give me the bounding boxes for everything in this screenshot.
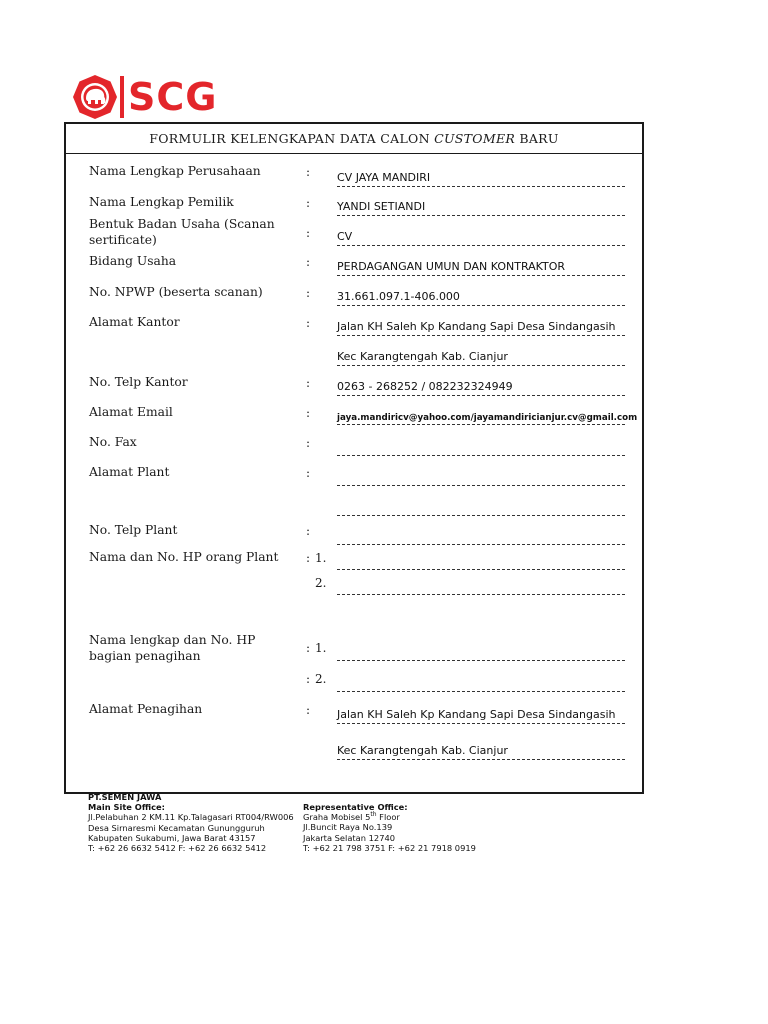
colon: : — [306, 641, 311, 655]
field-line — [337, 455, 625, 456]
field-line — [337, 594, 625, 595]
footer-address-line: Kabupaten Sukabumi, Jawa Barat 43157 — [88, 832, 256, 843]
label-email: Alamat Email — [89, 405, 173, 419]
value-alamat-penagihan-line1[interactable]: Jalan KH Saleh Kp Kandang Sapi Desa Sindangasih — [337, 708, 616, 721]
logo-divider — [120, 76, 124, 118]
footer-address-line: Desa Sirnaresmi Kecamatan Gunungguruh — [88, 822, 265, 833]
footer-rep-title: Representative Office: — [303, 802, 408, 812]
label-alamat-plant: Alamat Plant — [89, 465, 170, 479]
field-line — [337, 569, 625, 570]
logo-wordmark: SCG — [128, 75, 218, 119]
field-line — [337, 275, 625, 276]
label-npwp: No. NPWP (beserta scanan) — [89, 285, 263, 299]
footer-rep-office — [303, 802, 476, 853]
label-telp-kantor: No. Telp Kantor — [89, 375, 188, 389]
elephant-emblem-icon — [72, 74, 118, 120]
colon: : — [306, 466, 311, 480]
label-fax: No. Fax — [89, 435, 137, 449]
label-alamat-penagihan: Alamat Penagihan — [89, 702, 203, 716]
label-telp-plant: No. Telp Plant — [89, 523, 178, 537]
colon: : — [306, 255, 311, 269]
field-line — [337, 723, 625, 724]
footer-address-line: Jl.Pelabuhan 2 KM.11 Kp.Talagasari RT004/RW006 — [88, 812, 294, 823]
field-line — [337, 215, 625, 216]
colon: : — [306, 672, 311, 686]
footer-address-line: Graha Mobisel 5th Floor — [303, 811, 400, 823]
field-line — [337, 424, 625, 425]
footer-address-line: Jl.Buncit Raya No.139 — [303, 822, 393, 833]
value-nama-pemilik[interactable]: YANDI SETIANDI — [337, 200, 426, 213]
label-hp-plant: Nama dan No. HP orang Plant — [89, 550, 279, 564]
footer-phone-line: T: +62 26 6632 5412 F: +62 26 6632 5412 — [88, 843, 267, 854]
colon: : — [306, 524, 311, 538]
item-number: 2. — [315, 576, 327, 590]
label-bidang-usaha: Bidang Usaha — [89, 254, 177, 268]
colon: : — [306, 196, 311, 210]
footer-company: PT.SEMEN JAWA — [88, 792, 162, 802]
colon: : — [306, 551, 311, 565]
colon: : — [306, 316, 311, 330]
label-nama-pemilik: Nama Lengkap Pemilik — [89, 195, 234, 209]
value-bidang-usaha[interactable]: PERDAGANGAN UMUN DAN KONTRAKTOR — [337, 260, 566, 273]
value-npwp[interactable]: 31.661.097.1-406.000 — [337, 290, 460, 303]
field-line — [337, 186, 625, 187]
field-line — [337, 305, 625, 306]
footer-address-line: Jakarta Selatan 12740 — [303, 832, 396, 843]
field-line — [337, 660, 625, 661]
value-nama-perusahaan[interactable]: CV JAYA MANDIRI — [337, 171, 431, 184]
colon: : — [306, 406, 311, 420]
footer-phone-line: T: +62 21 798 3751 F: +62 21 7918 0919 — [303, 842, 476, 853]
value-alamat-kantor-line1[interactable]: Jalan KH Saleh Kp Kandang Sapi Desa Sindangasih — [337, 320, 616, 333]
label-hp-penagihan: Nama lengkap dan No. HP bagian penagihan — [89, 633, 256, 663]
colon: : — [306, 286, 311, 300]
colon: : — [306, 226, 311, 240]
field-line — [337, 515, 625, 516]
field-line — [337, 544, 625, 545]
field-line — [337, 335, 625, 336]
value-bentuk-usaha[interactable]: CV — [337, 230, 353, 243]
colon: : — [306, 703, 311, 717]
item-number: 2. — [315, 672, 327, 686]
item-number: 1. — [315, 641, 327, 655]
field-line — [337, 365, 625, 366]
label-alamat-kantor: Alamat Kantor — [89, 315, 180, 329]
item-number: 1. — [315, 551, 327, 565]
form-title: FORMULIR KELENGKAPAN DATA CALON CUSTOMER BARU — [66, 124, 642, 154]
colon: : — [306, 436, 311, 450]
label-nama-perusahaan: Nama Lengkap Perusahaan — [89, 164, 261, 178]
value-email[interactable]: jaya.mandiricv@yahoo.com/jayamandiricianjur.cv@gmail.com — [337, 413, 638, 423]
field-line — [337, 691, 625, 692]
field-line — [337, 485, 625, 486]
scg-logo — [72, 72, 222, 122]
footer-main-title: Main Site Office: — [88, 802, 165, 813]
field-line — [337, 395, 625, 396]
value-alamat-kantor-line2[interactable]: Kec Karangtengah Kab. Cianjur — [337, 350, 508, 363]
value-telp-kantor[interactable]: 0263 - 268252 / 082232324949 — [337, 380, 513, 393]
field-line — [337, 245, 625, 246]
colon: : — [306, 165, 311, 179]
value-alamat-penagihan-line2[interactable]: Kec Karangtengah Kab. Cianjur — [337, 744, 508, 757]
field-line — [337, 759, 625, 760]
label-bentuk-usaha: Bentuk Badan Usaha (Scanan sertificate) — [89, 217, 275, 247]
customer-data-form — [64, 122, 644, 794]
footer-main-office — [88, 792, 294, 853]
colon: : — [306, 376, 311, 390]
